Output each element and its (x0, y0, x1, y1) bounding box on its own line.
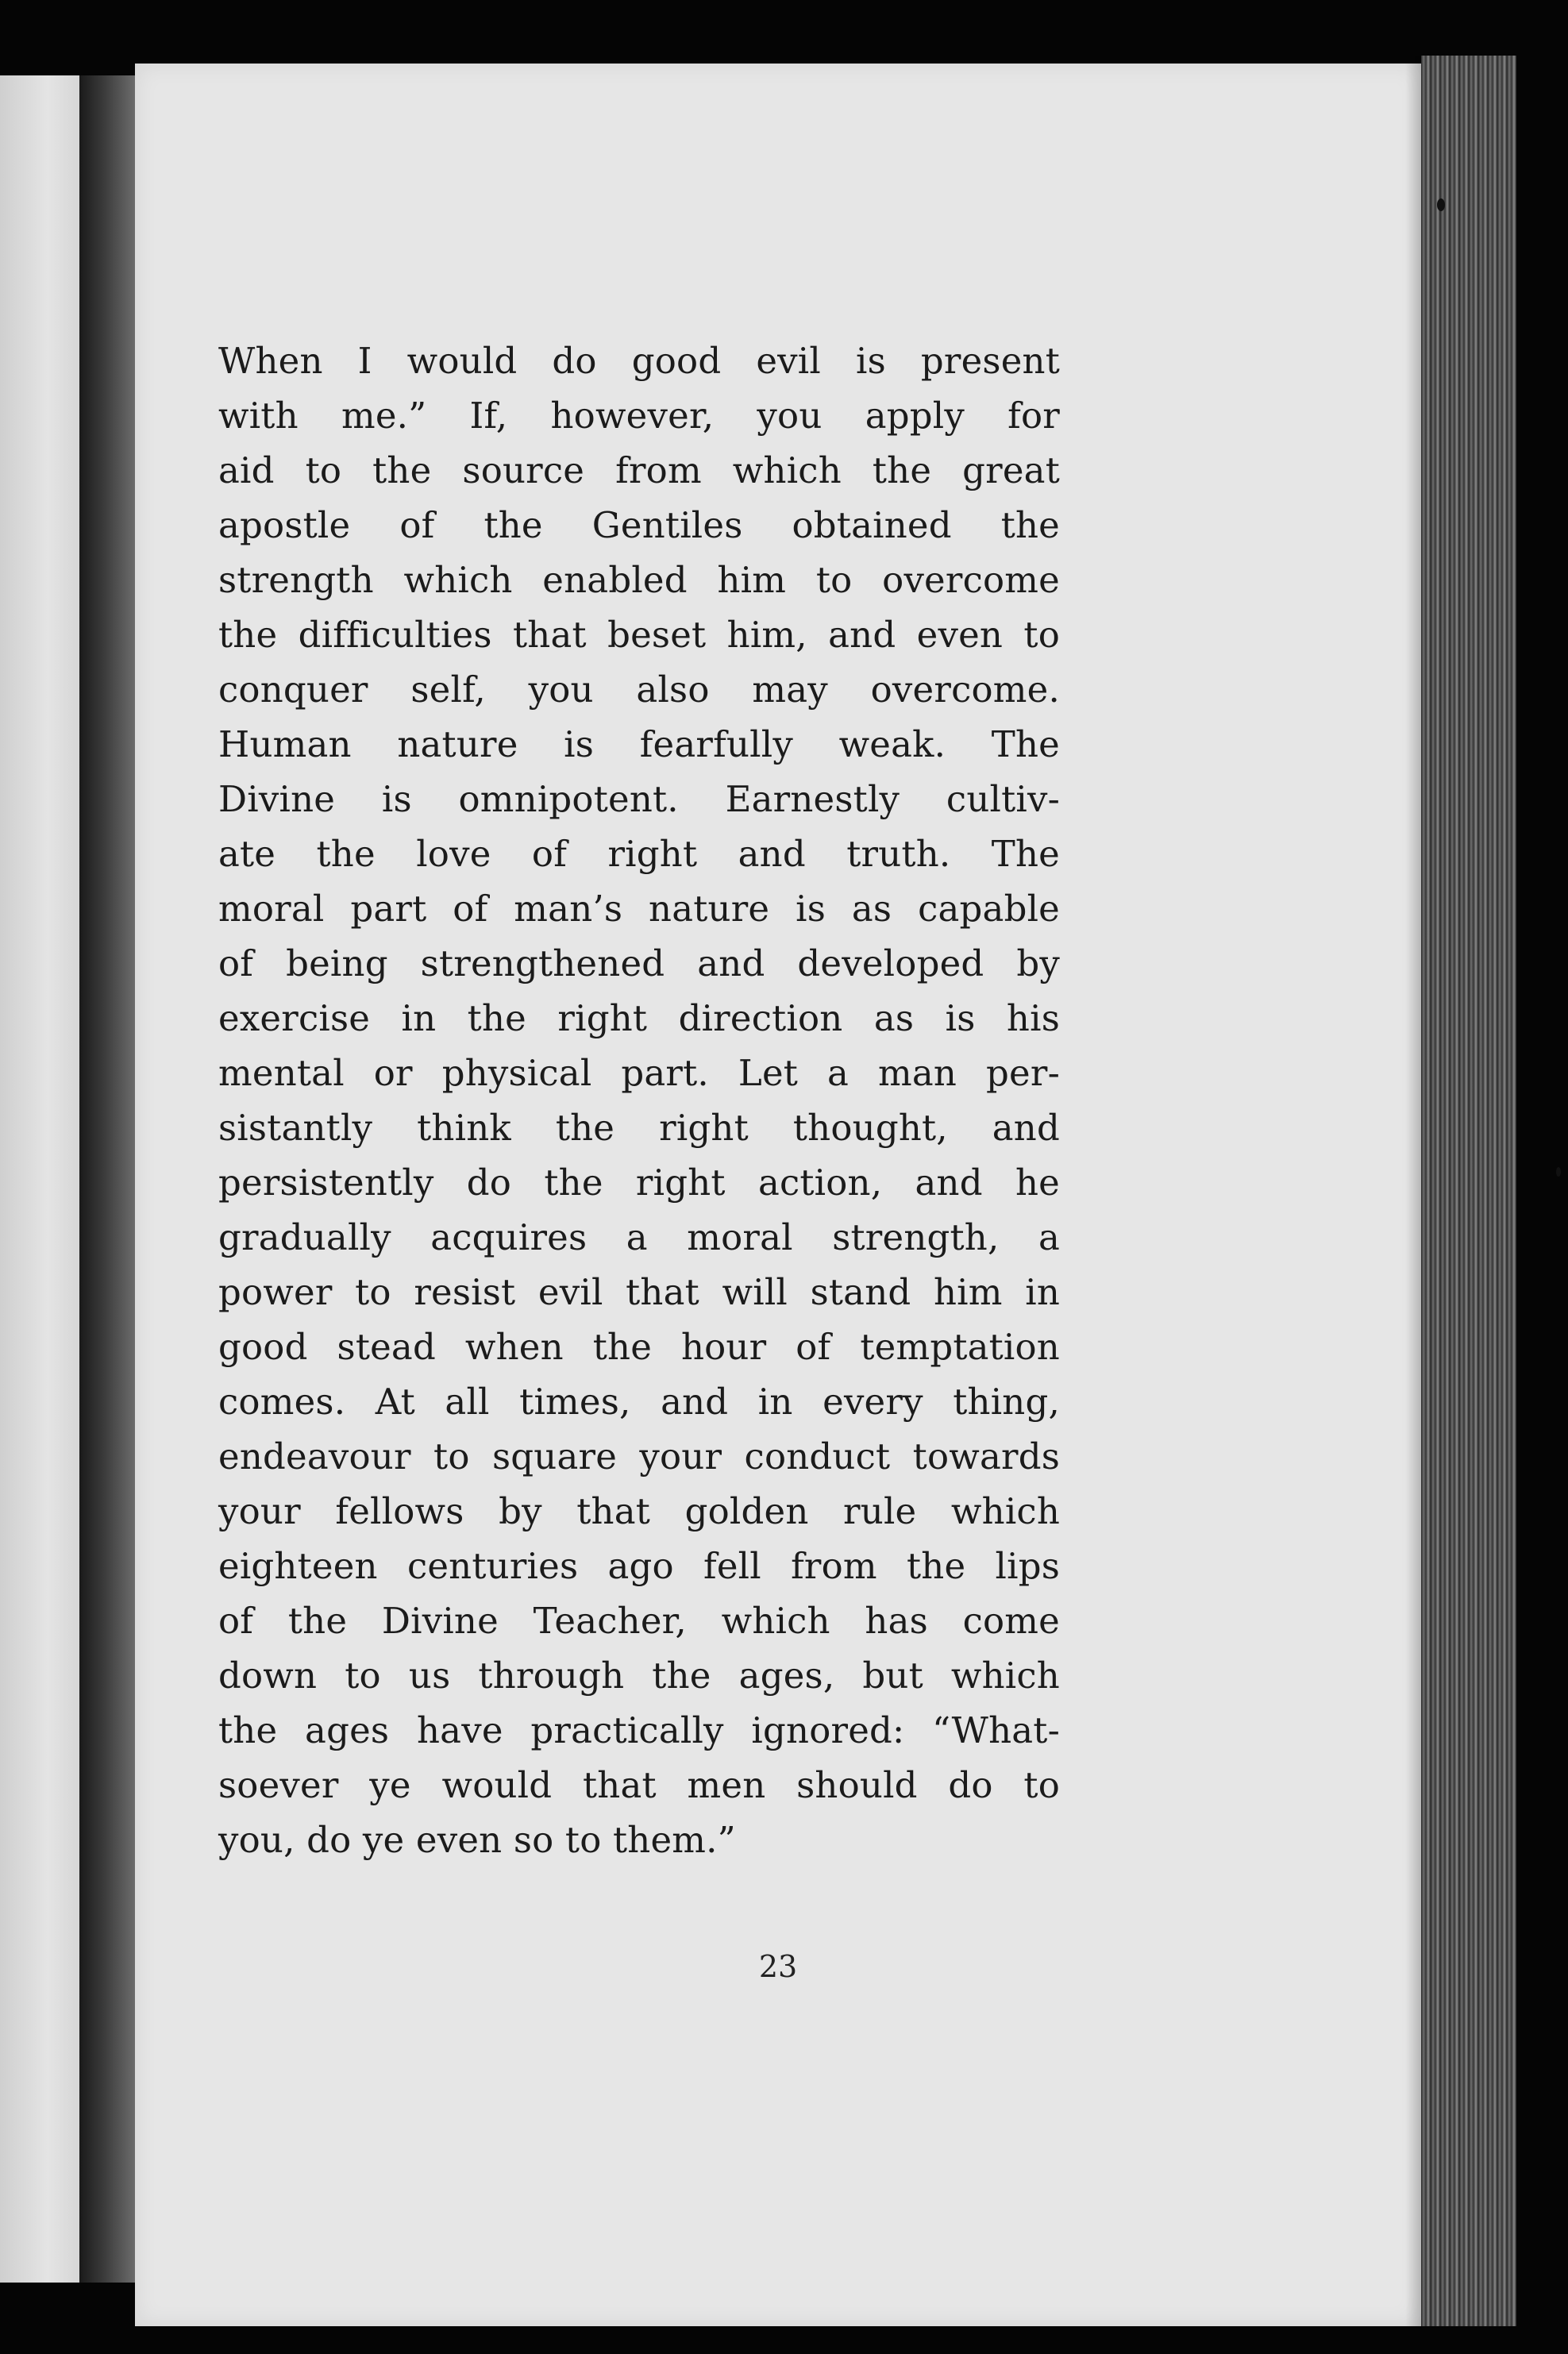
text-line: the difficulties that beset him, and even to (218, 614, 1060, 656)
text-line: your fellows by that golden rule which (218, 1490, 1060, 1532)
text-line: persistently do the right action, and he (218, 1162, 1060, 1204)
text-line: comes. At all times, and in every thing, (218, 1381, 1060, 1423)
text-line: mental or physical part. Let a man per- (218, 1052, 1060, 1094)
text-line: apostle of the Gentiles obtained the (218, 504, 1060, 546)
text-line: soever ye would that men should do to (218, 1764, 1060, 1806)
text-line: eighteen centuries ago fell from the lips (218, 1545, 1060, 1587)
text-line: exercise in the right direction as is his (218, 997, 1060, 1039)
page-number: 23 (758, 1949, 798, 1984)
text-line: of being strengthened and developed by (218, 942, 1060, 984)
text-line: When I would do good evil is present (218, 340, 1060, 382)
text-line: aid to the source from which the great (218, 449, 1060, 491)
text-line: moral part of man’s nature is as capable (218, 888, 1060, 930)
text-line: you, do ye even so to them.” (218, 1819, 736, 1861)
text-line: of the Divine Teacher, which has come (218, 1600, 1060, 1642)
text-line: the ages have practically ignored: “What- (218, 1709, 1060, 1751)
text-line: power to resist evil that will stand him in (218, 1271, 1060, 1313)
dust-speck (1556, 1167, 1561, 1177)
text-line: Divine is omnipotent. Earnestly cultiv- (218, 778, 1060, 820)
text-line: conquer self, you also may overcome. (218, 668, 1060, 711)
text-line: ate the love of right and truth. The (218, 833, 1060, 875)
text-line: gradually acquires a moral strength, a (218, 1216, 1060, 1258)
text-line: strength which enabled him to overcome (218, 559, 1060, 601)
text-line: with me.” If, however, you apply for (218, 395, 1060, 437)
left-page-edge (0, 75, 79, 2283)
body-text (218, 333, 1060, 1867)
text-line: sistantly think the right thought, and (218, 1107, 1060, 1149)
right-page-edges (1421, 56, 1516, 2326)
text-line: good stead when the hour of temptation (218, 1326, 1060, 1368)
text-line: endeavour to square your conduct towards (218, 1435, 1060, 1478)
text-line: down to us through the ages, but which (218, 1655, 1060, 1697)
text-line: Human nature is fearfully weak. The (218, 723, 1060, 765)
dust-speck (1437, 198, 1445, 211)
